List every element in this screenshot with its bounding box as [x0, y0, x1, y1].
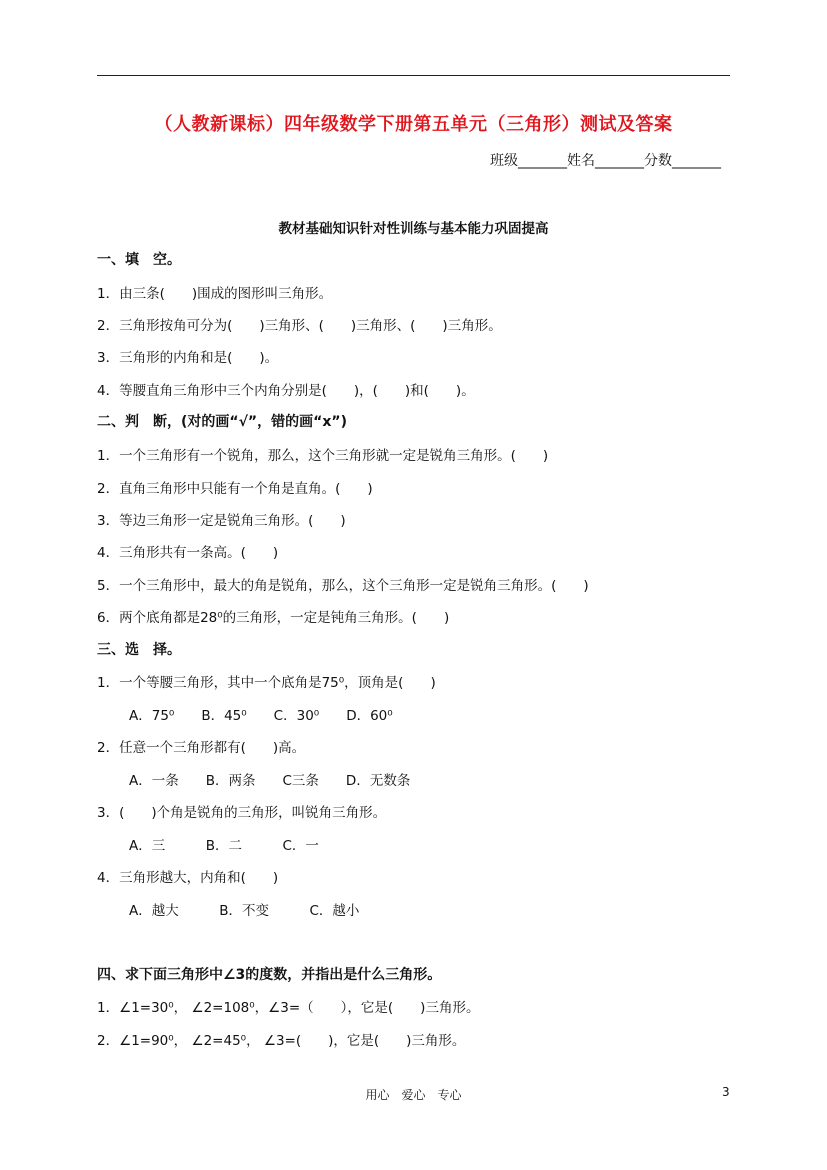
- section-heading-fill-blank: 一、填 空。: [97, 252, 181, 268]
- question-line: 3．三角形的内角和是( )。: [97, 350, 279, 366]
- section-subtitle: 教材基础知识针对性训练与基本能力巩固提高: [278, 221, 549, 237]
- question-line: 4．等腰直角三角形中三个内角分别是( )，( )和( )。: [97, 383, 475, 399]
- document-title: （人教新课标）四年级数学下册第五单元（三角形）测试及答案: [154, 114, 673, 135]
- answer-options: A．一条 B．两条 C三条 D．无数条: [129, 773, 411, 789]
- question-line: 5．一个三角形中，最大的角是锐角，那么，这个三角形一定是锐角三角形。( ): [97, 578, 589, 594]
- section-heading-true-false: 二、判 断，(对的画“√”，错的画“x”): [97, 414, 347, 430]
- question-line: 3．等边三角形一定是锐角三角形。( ): [97, 513, 346, 529]
- question-line: 1．一个等腰三角形，其中一个底角是75⁰，顶角是( ): [97, 675, 436, 691]
- question-line: 3．( )个角是锐角的三角形，叫锐角三角形。: [97, 805, 387, 821]
- question-line: 6．两个底角都是28⁰的三角形，一定是钝角三角形。( ): [97, 610, 450, 626]
- question-line: 2．∠1=90⁰， ∠2=45⁰， ∠3=( )，它是( )三角形。: [97, 1033, 466, 1049]
- answer-options: A．三 B．二 C．一: [129, 838, 319, 854]
- question-line: 1．由三条( )围成的图形叫三角形。: [97, 286, 333, 302]
- student-info-line: 班级_______姓名_______分数_______: [490, 153, 721, 169]
- question-line: 2．直角三角形中只能有一个角是直角。( ): [97, 481, 373, 497]
- question-line: 1．一个三角形有一个锐角，那么，这个三角形就一定是锐角三角形。( ): [97, 448, 549, 464]
- question-line: 2．三角形按角可分为( )三角形、( )三角形、( )三角形。: [97, 318, 502, 334]
- answer-options: A．越大 B．不变 C．越小: [129, 903, 360, 919]
- page-number: 3: [722, 1085, 730, 1099]
- page-footer: 用心 爱心 专心: [365, 1088, 462, 1102]
- answer-options: A．75⁰ B．45⁰ C．30⁰ D．60⁰: [129, 708, 393, 724]
- section-heading-multiple-choice: 三、选 择。: [97, 642, 181, 658]
- question-line: 1．∠1=30⁰， ∠2=108⁰，∠3=（ ），它是( )三角形。: [97, 1000, 480, 1016]
- question-line: 2．任意一个三角形都有( )高。: [97, 740, 306, 756]
- question-line: 4．三角形共有一条高。( ): [97, 545, 279, 561]
- header-rule: [97, 75, 730, 76]
- section-heading-angle-problems: 四、求下面三角形中∠3的度数，并指出是什么三角形。: [97, 967, 442, 983]
- question-line: 4．三角形越大，内角和( ): [97, 870, 279, 886]
